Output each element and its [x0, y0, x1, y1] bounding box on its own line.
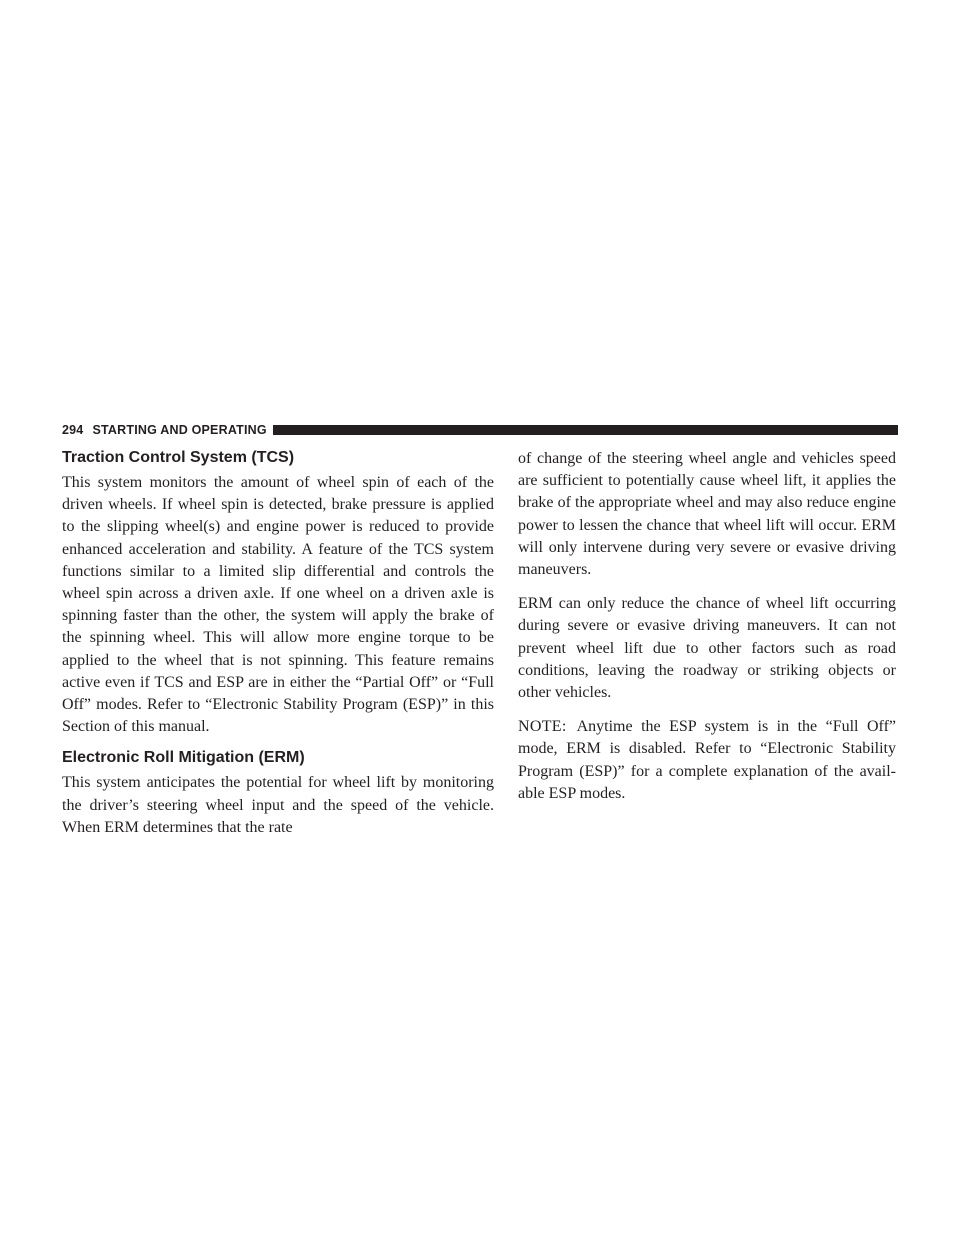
tcs-body: This system monitors the amount of wheel spin of each of the driven wheels. If wheel spin is detected, brake pressure is applied to the slipping wheel(s) and engine power is reduced to provide enhanced acceleration and stability. A feature of the TCS system functions similar to a limited slip differential and controls the wheel spin across a driven axle. If one wheel on a driven axle is spinning faster than the other, the system will apply the brake of the spinning wheel. This will allow more engine torque to be applied to the wheel that is not spinning. This feature remains active even if TCS and ESP are in either the “Partial Off” or “Full Off” modes. Refer to “Electronic Stability Program (ESP)” in this Section of this manual.: [62, 474, 494, 736]
left-column: [62, 448, 494, 839]
erm-body: This system anticipates the potential for wheel lift by monitoring the driver’s steering wheel input and the speed of the vehicle. When ERM determines that the rate: [62, 774, 494, 836]
erm-heading: Electronic Roll Mitigation (ERM): [62, 749, 305, 767]
tcs-heading: Traction Control System (TCS): [62, 449, 295, 466]
page-header: [62, 423, 898, 437]
header-rule: [273, 425, 898, 435]
erm-limits: ERM can only reduce the chance of wheel lift occurring during severe or evasive driving maneuvers. It can not prevent wheel lift due to other factors such as road conditions, leaving the roadway or striking objects or other vehicles.: [518, 595, 896, 702]
erm-continued: of change of the steering wheel angle and vehicles speed are sufficient to potentially cause wheel lift, it applies the brake of the appropriate wheel and may also reduce engine power to lessen the chance that wheel lift will occur. ERM will only intervene during very severe or evasive driving maneuvers.: [518, 450, 896, 579]
note-label: NOTE:: [518, 718, 567, 736]
page-number: 294: [62, 423, 84, 437]
note-text: Anytime the ESP system is in the “Full Off” mode, ERM is disabled. Refer to “Electronic Stability Program (ESP)” for a complete explanation of the avail-able ESP modes.: [518, 718, 896, 802]
right-column: [518, 448, 896, 817]
note-paragraph: [518, 716, 896, 805]
section-title: STARTING AND OPERATING: [92, 423, 267, 437]
